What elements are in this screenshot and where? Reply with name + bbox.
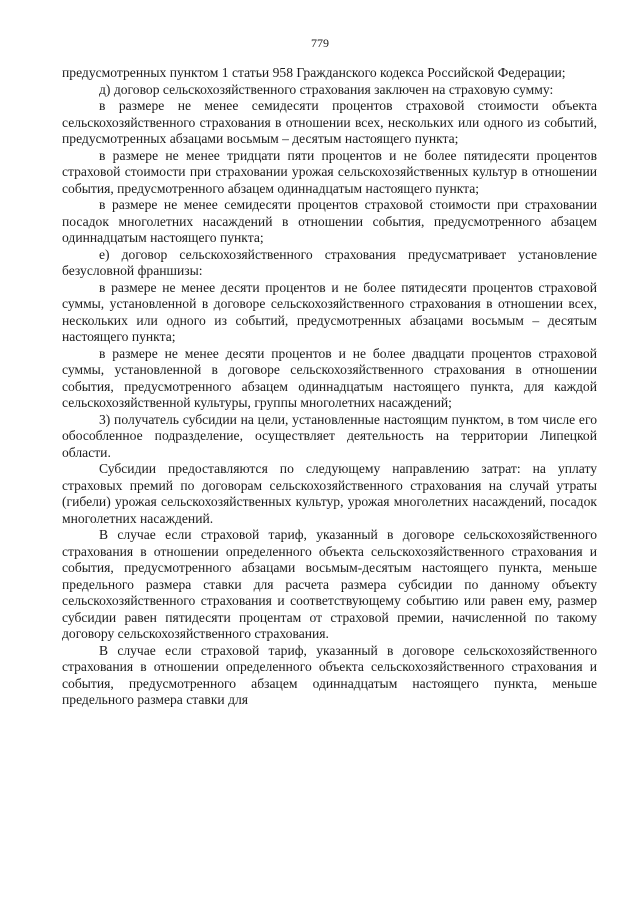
paragraph: в размере не менее десяти процентов и не более двадцати процентов страховой суммы, установленной в договоре сельскохозяйственного страхования в отношении события, предусмотренного абзацем одиннадцатым настоящего пункта, для каждой сельскохозяйственной культуры, группы многолетних насаждений;	[62, 345, 597, 410]
paragraph: в размере не менее семидесяти процентов страховой стоимости объекта сельскохозяйственного страхования в отношении всех, нескольких или одного из событий, предусмотренных абзацами восьмым – десятым настоящего пункта;	[62, 98, 597, 146]
paragraph: В случае если страховой тариф, указанный в договоре сельскохозяйственного страхования в отношении определенного объекта сельскохозяйственного страхования и события, предусмотренного абзацами восьмым-десятым настоящего пункта, меньше предельного размера ставки для расчета размера субсидии по данному объекту сельскохозяйственного страхования и соответствующему событию или равен ему, размер субсидии равен пятидесяти процентам от страховой премии, начисленной по такому договору сельскохозяйственного страхования.	[62, 527, 597, 641]
paragraph: в размере не менее десяти процентов и не более пятидесяти процентов страховой суммы, установленной в договоре сельскохозяйственного страхования в отношении всех, нескольких или одного из событий, предусмотренных абзацами восьмым – десятым настоящего пункта;	[62, 279, 597, 344]
paragraph: 3) получатель субсидии на цели, установленные настоящим пунктом, в том числе его обособленное подразделение, осуществляет деятельность на территории Липецкой области.	[62, 411, 597, 460]
paragraph: Субсидии предоставляются по следующему направлению затрат: на уплату страховых премий по договорам сельскохозяйственного страхования на случай утраты (гибели) урожая сельскохозяйственных культур, урожая многолетних насаждений, посадок многолетних насаждений.	[62, 461, 597, 526]
paragraph: в размере не менее семидесяти процентов страховой стоимости при страховании посадок многолетних насаждений в отношении события, предусмотренного абзацем одиннадцатым настоящего пункта;	[62, 197, 597, 245]
paragraph: е) договор сельскохозяйственного страхования предусматривает установление безусловной франшизы:	[62, 246, 597, 278]
paragraph: в размере не менее тридцати пяти процентов и не более пятидесяти процентов страховой стоимости при страховании урожая сельскохозяйственных культур в отношении события, предусмотренного абзацем одиннадцатым настоящего пункта;	[62, 147, 597, 196]
paragraph: предусмотренных пунктом 1 статьи 958 Гражданского кодекса Российской Федерации;	[62, 65, 566, 80]
paragraph: д) договор сельскохозяйственного страхования заключен на страховую сумму:	[99, 81, 554, 97]
page-number: 779	[311, 36, 329, 50]
document-body	[62, 65, 597, 709]
paragraph: В случае если страховой тариф, указанный в договоре сельскохозяйственного страхования в отношении определенного объекта сельскохозяйственного страхования и события, предусмотренного абзацем одиннадцатым настоящего пункта, меньше предельного размера ставки для	[62, 642, 597, 707]
